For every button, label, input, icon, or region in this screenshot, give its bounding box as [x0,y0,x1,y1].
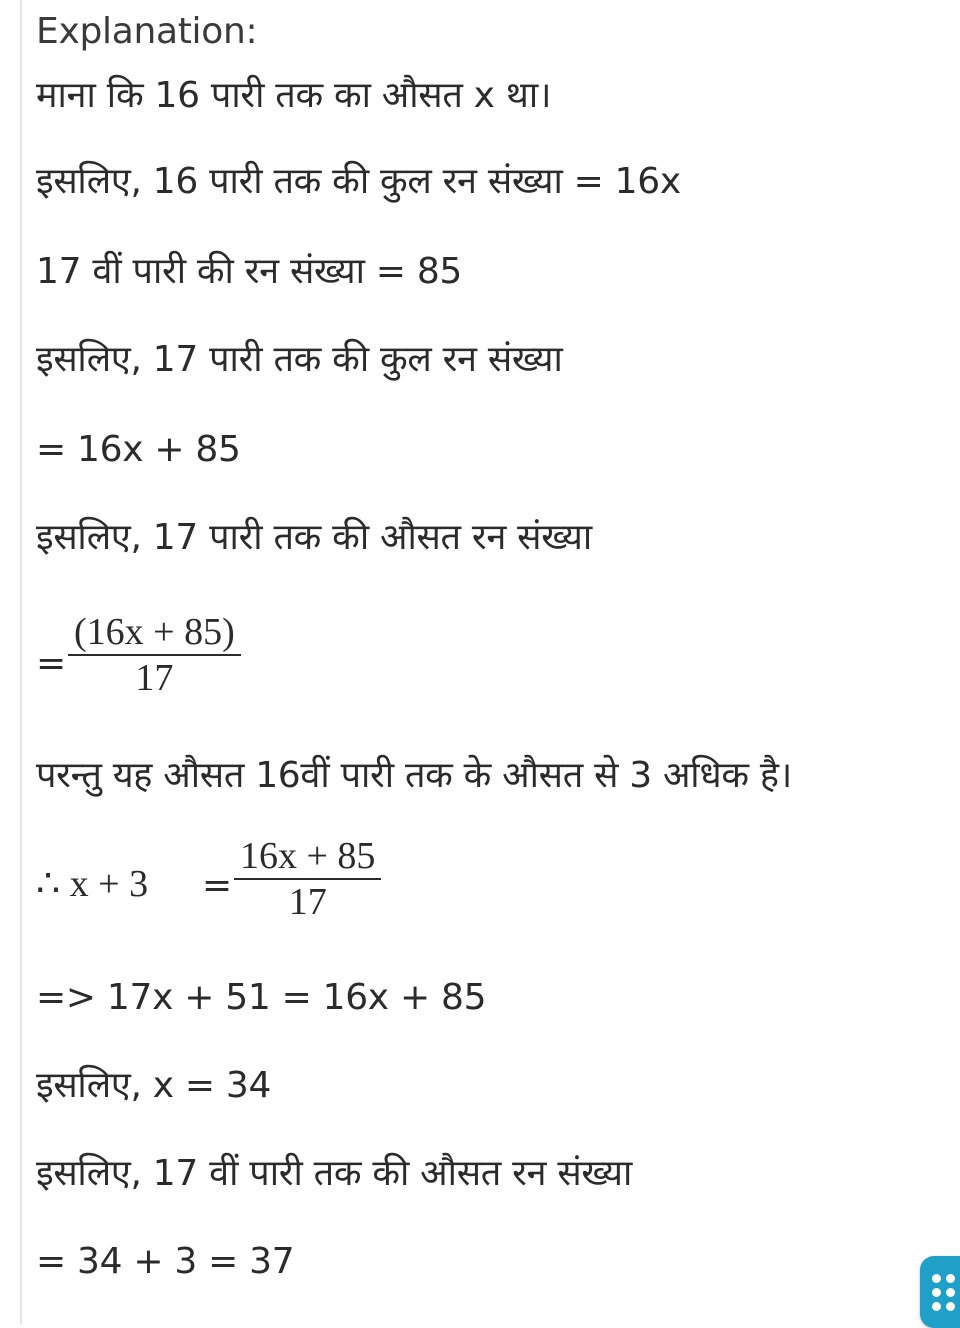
explanation-line-5: = 16x + 85 [36,429,241,470]
fraction-1 [68,610,241,700]
explanation-line-10: इसलिए, 17 वीं पारी तक की औसत रन संख्या [36,1153,633,1194]
equation-2-equals: = [202,865,233,906]
explanation-line-1: माना कि 16 पारी तक का औसत x था। [36,75,552,116]
floating-menu-button[interactable] [920,1256,960,1328]
equation-2-lhs: ∴ x + 3 [36,863,149,905]
explanation-line-6: इसलिए, 17 पारी तक की औसत रन संख्या [36,517,592,558]
fraction-2 [234,834,381,924]
explanation-line-9: इसलिए, x = 34 [36,1065,272,1106]
fraction-2-denominator: 17 [288,881,327,923]
explanation-line-2: इसलिए, 16 पारी तक की कुल रन संख्या = 16x [36,161,681,202]
fraction-1-numerator: (16x + 85) [74,611,235,653]
explanation-line-3: 17 वीं पारी की रन संख्या = 85 [36,251,463,292]
fraction-1-denominator: 17 [135,657,174,699]
explanation-line-8: => 17x + 51 = 16x + 85 [36,977,487,1018]
explanation-line-4: इसलिए, 17 पारी तक की कुल रन संख्या [36,339,563,380]
fraction-2-numerator: 16x + 85 [240,835,376,877]
explanation-line-11: = 34 + 3 = 37 [36,1241,295,1282]
fraction-1-equals: = [36,643,67,684]
left-border-rule [20,0,22,1324]
explanation-line-7: परन्तु यह औसत 16वीं पारी तक के औसत से 3 अधिक है। [36,755,793,796]
explanation-heading: Explanation: [36,11,258,52]
